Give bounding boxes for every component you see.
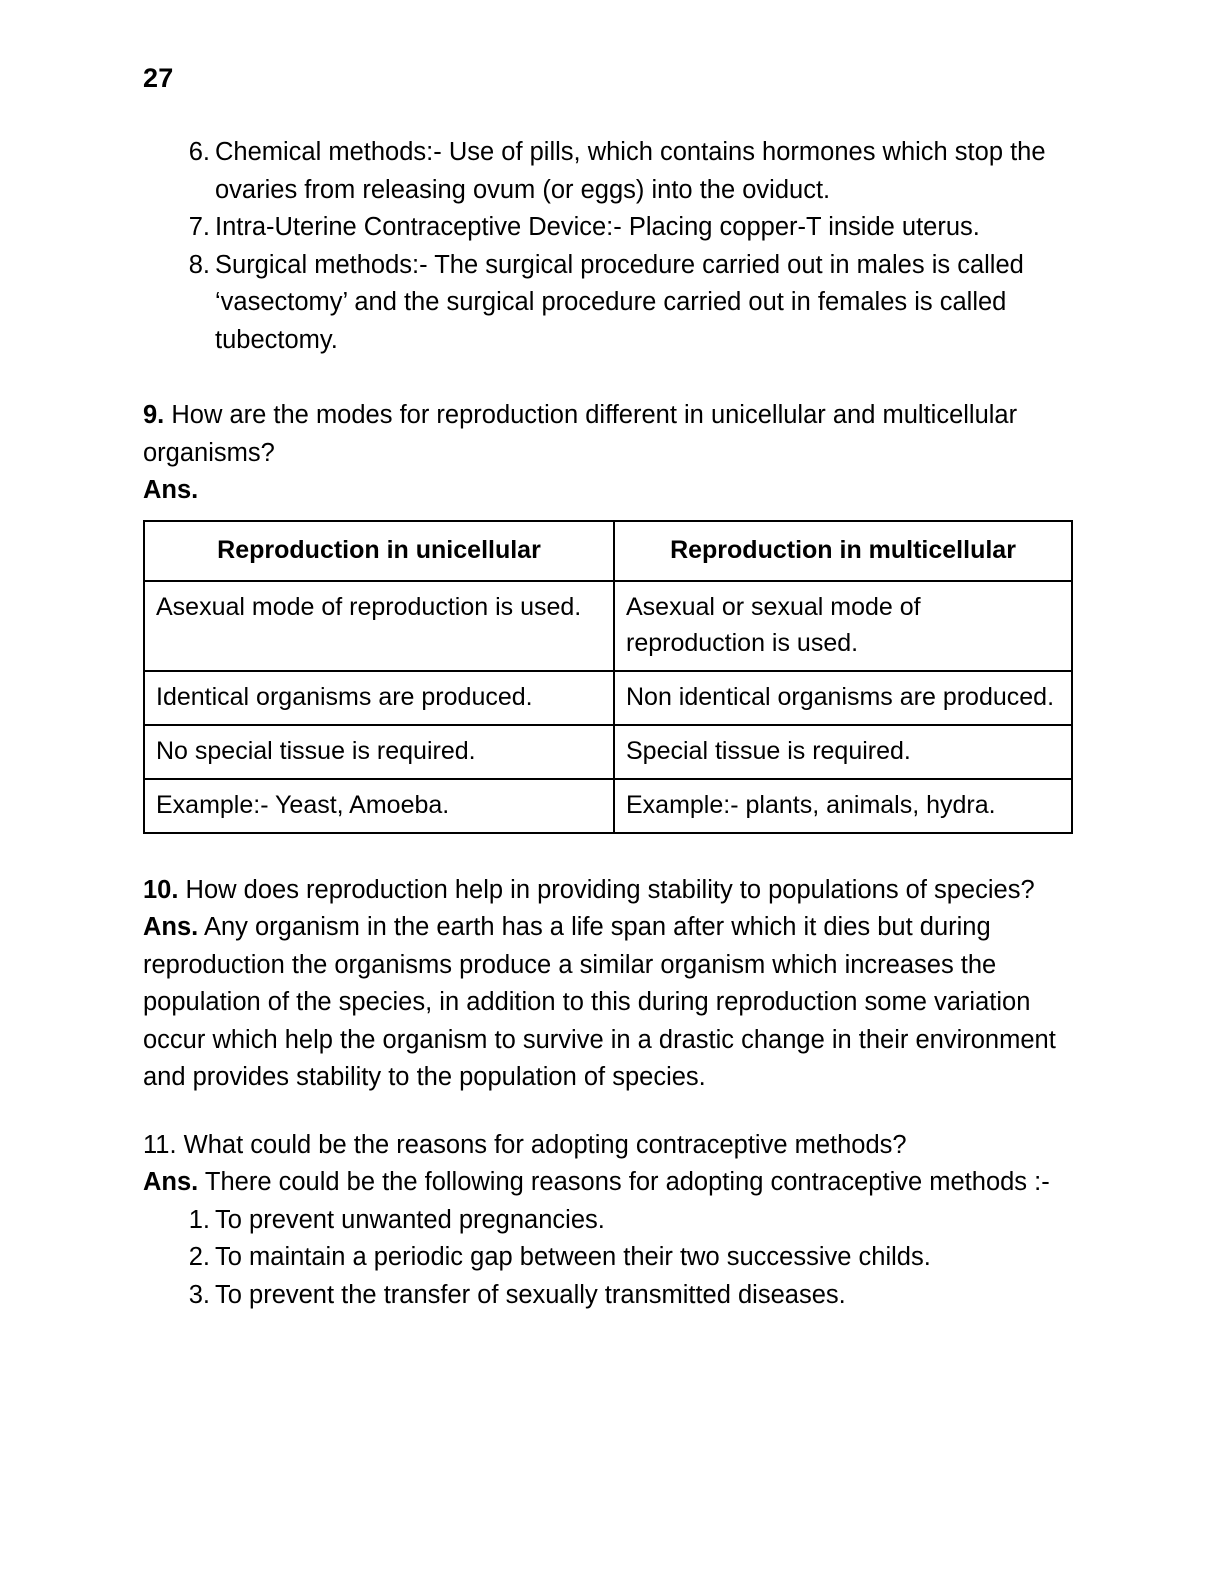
list-item-label: To prevent unwanted pregnancies.	[215, 1205, 605, 1234]
question-10-number: 10.	[143, 875, 179, 904]
table-header-cell-multicellular: Reproduction in multicellular	[614, 521, 1072, 581]
list-item-label: Surgical methods:- The surgical procedure carried out in males is called ‘vasectomy’ and the surgical procedure carried out in females is called tubectomy.	[215, 250, 1024, 354]
list-item-marker: 8.	[188, 250, 210, 279]
page-number: 27	[143, 63, 174, 93]
spacer	[143, 834, 1073, 872]
question-9-number: 9.	[143, 401, 165, 429]
table-cell: Non identical organisms are produced.	[614, 671, 1072, 725]
spacer	[143, 359, 1073, 397]
table-row	[144, 725, 1072, 779]
list-item-label: Chemical methods:- Use of pills, which contains hormones which stop the ovaries from releasing ovum (or eggs) into the oviduct.	[215, 138, 1046, 204]
contraceptive-methods-list	[143, 134, 1073, 359]
question-9-answer-label-row	[143, 472, 1073, 510]
question-10-answer-text: Any organism in the earth has a life span after which it dies but during reproduction the organisms produce a similar organism which increases the population of the species, in addition to this during reproduction some variation occur which help the organism to survive in a drastic change in their environment and provides stability to the population of species.	[143, 913, 1056, 1091]
question-9-text: How are the modes for reproduction different in unicellular and multicellular organisms?	[143, 401, 1018, 467]
question-10-text: How does reproduction help in providing stability to populations of species?	[185, 875, 1035, 904]
list-item	[143, 1277, 1073, 1315]
question-11-number: 11.	[143, 1130, 177, 1159]
table-cell: Example:- Yeast, Amoeba.	[144, 779, 614, 833]
question-11-text: What could be the reasons for adopting contraceptive methods?	[183, 1130, 907, 1159]
table-row	[144, 671, 1072, 725]
list-item-label: Intra-Uterine Contraceptive Device:- Placing copper-T inside uterus.	[215, 213, 980, 241]
table-row	[144, 779, 1072, 833]
question-9	[143, 397, 1073, 472]
table-cell: Asexual mode of reproduction is used.	[144, 581, 614, 671]
answer-label: Ans.	[143, 476, 199, 504]
list-item-marker: 6.	[188, 138, 210, 166]
list-item	[143, 247, 1073, 360]
reproduction-comparison-table	[143, 520, 1073, 834]
table-header-cell-unicellular: Reproduction in unicellular	[144, 521, 614, 581]
list-item	[143, 1202, 1073, 1240]
spacer	[143, 1097, 1073, 1127]
list-item-marker: 2.	[188, 1243, 210, 1271]
question-10	[143, 872, 1073, 910]
answer-label: Ans.	[143, 1168, 199, 1196]
list-item-marker: 1.	[188, 1205, 210, 1234]
list-item-label: To maintain a periodic gap between their two successive childs.	[215, 1243, 931, 1271]
question-11-answer	[143, 1164, 1073, 1202]
table-cell: Special tissue is required.	[614, 725, 1072, 779]
contraceptive-reasons-list	[143, 1202, 1073, 1315]
list-item-marker: 7.	[188, 213, 210, 241]
answer-label: Ans.	[143, 913, 199, 941]
table-cell: Identical organisms are produced.	[144, 671, 614, 725]
table-row	[144, 581, 1072, 671]
list-item	[143, 134, 1073, 209]
list-item	[143, 209, 1073, 247]
table-cell: Asexual or sexual mode of reproduction is used.	[614, 581, 1072, 671]
table-header-row	[144, 521, 1072, 581]
table-cell: Example:- plants, animals, hydra.	[614, 779, 1072, 833]
question-11	[143, 1127, 1073, 1165]
list-item-label: To prevent the transfer of sexually transmitted diseases.	[215, 1280, 846, 1309]
page-content	[143, 134, 1073, 1314]
list-item-marker: 3.	[188, 1280, 210, 1309]
list-item	[143, 1239, 1073, 1277]
question-11-answer-text: There could be the following reasons for adopting contraceptive methods :-	[204, 1168, 1050, 1196]
table-cell: No special tissue is required.	[144, 725, 614, 779]
question-10-answer	[143, 909, 1073, 1097]
